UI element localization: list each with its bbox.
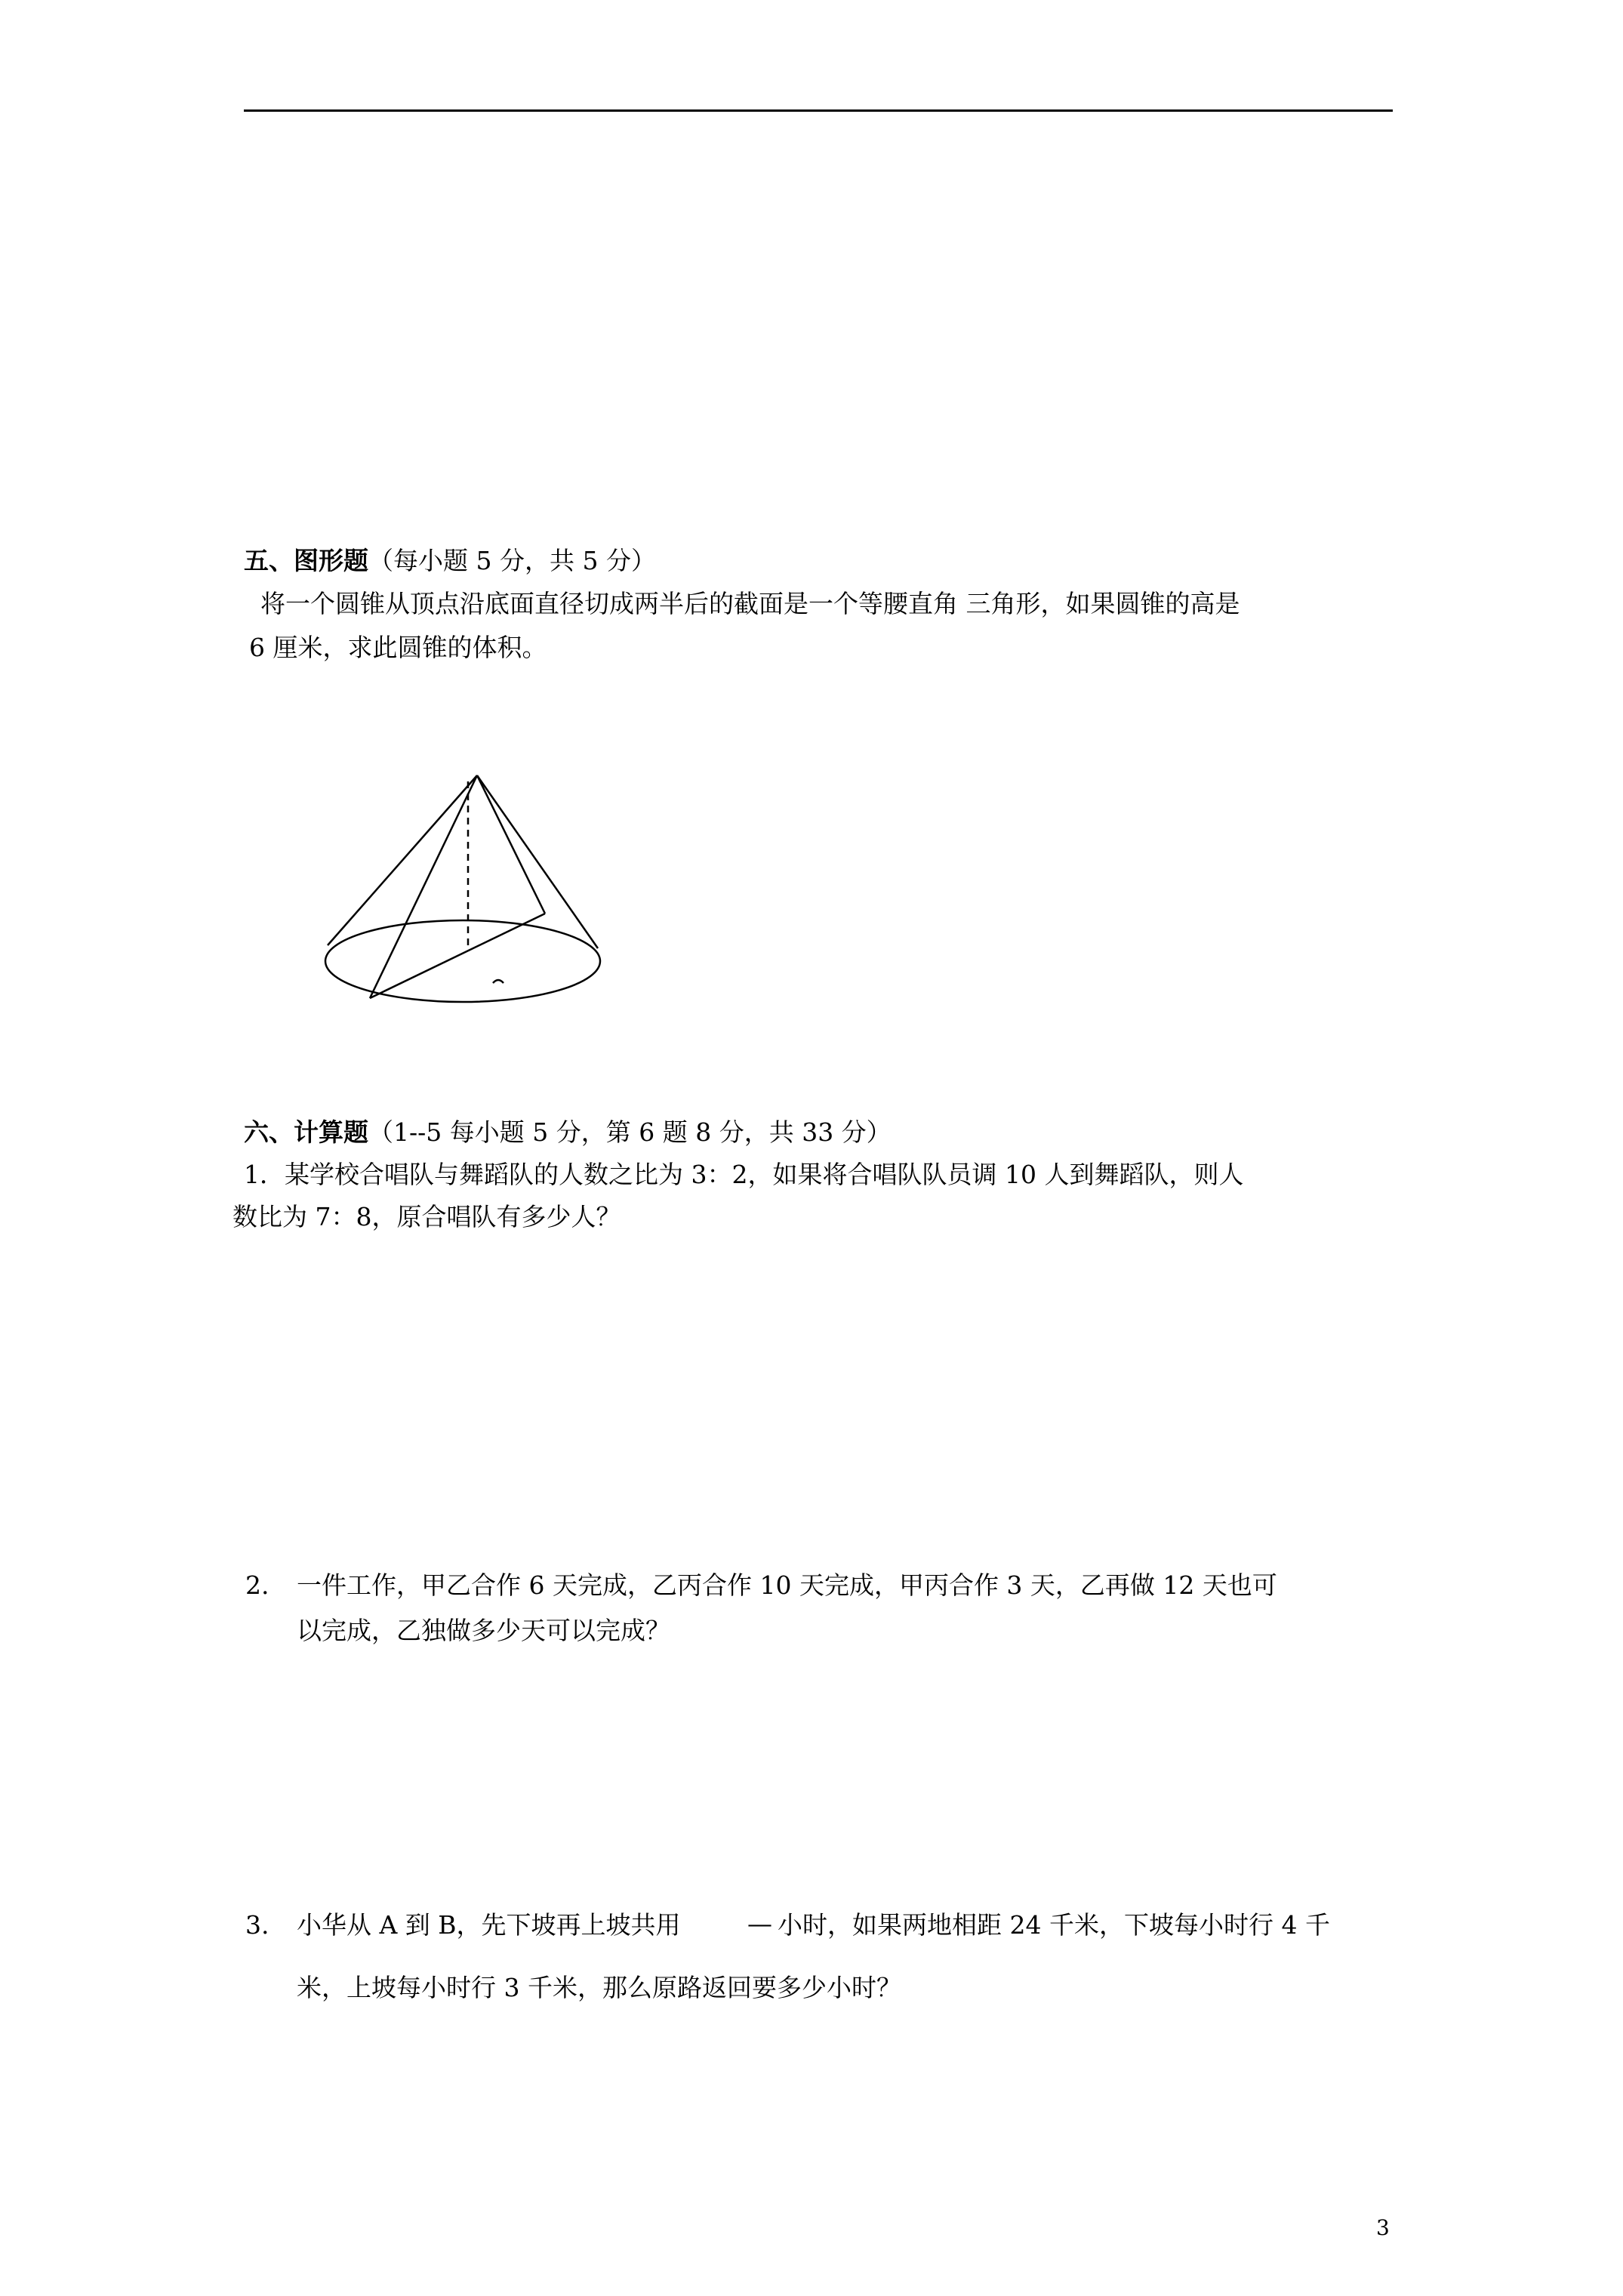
question-3-line1-part1: 小华从 A 到 B，先下坡再上坡共用 [297, 1910, 681, 1940]
section-five-problem-line1: 将一个圆锥从顶点沿底面直径切成两半后的截面是一个等腰直角 三角形，如果圆锥的高是 [260, 589, 1240, 618]
question-3-line2: 米，上坡每小时行 3 千米，那么原路返回要多少小时？ [297, 1973, 901, 2002]
cone-base-ellipse [325, 920, 600, 1002]
question-2-line2: 以完成，乙独做多少天可以完成？ [297, 1616, 670, 1645]
question-3-number: 3. [245, 1910, 269, 1940]
section-edge-back [477, 775, 545, 914]
section-six-heading [244, 1117, 892, 1148]
fraction-placeholder-bar: — [747, 1909, 772, 1938]
question-3-line1-part2: 小时，如果两地相距 24 千米，下坡每小时行 4 千 [778, 1910, 1330, 1940]
right-angle-mark [493, 980, 504, 983]
cone-diagram [317, 763, 619, 1019]
page-number: 3 [1376, 2215, 1390, 2240]
section-five-note: （每小题 5 分，共 5 分） [368, 546, 656, 575]
question-2-line1: 一件工作，甲乙合作 6 天完成，乙丙合作 10 天完成，甲丙合作 3 天，乙再做 12 天也可 [297, 1570, 1277, 1600]
question-1-line2: 数比为 7：8，原合唱队有多少人？ [233, 1202, 621, 1231]
section-six-title: 六、计算题 [244, 1117, 368, 1147]
section-edge-front [370, 775, 477, 998]
section-five-heading [244, 546, 656, 576]
question-2-number: 2. [245, 1570, 269, 1600]
header-rule [244, 109, 1393, 112]
section-five-title: 五、图形题 [244, 546, 368, 575]
section-six-note: （1--5 每小题 5 分，第 6 题 8 分，共 33 分） [368, 1117, 892, 1147]
question-1-line1: 1．某学校合唱队与舞蹈队的人数之比为 3：2，如果将合唱队队员调 10 人到舞蹈队，则人 [244, 1160, 1244, 1189]
section-five-problem-line2: 6 厘米，求此圆锥的体积。 [249, 633, 547, 662]
